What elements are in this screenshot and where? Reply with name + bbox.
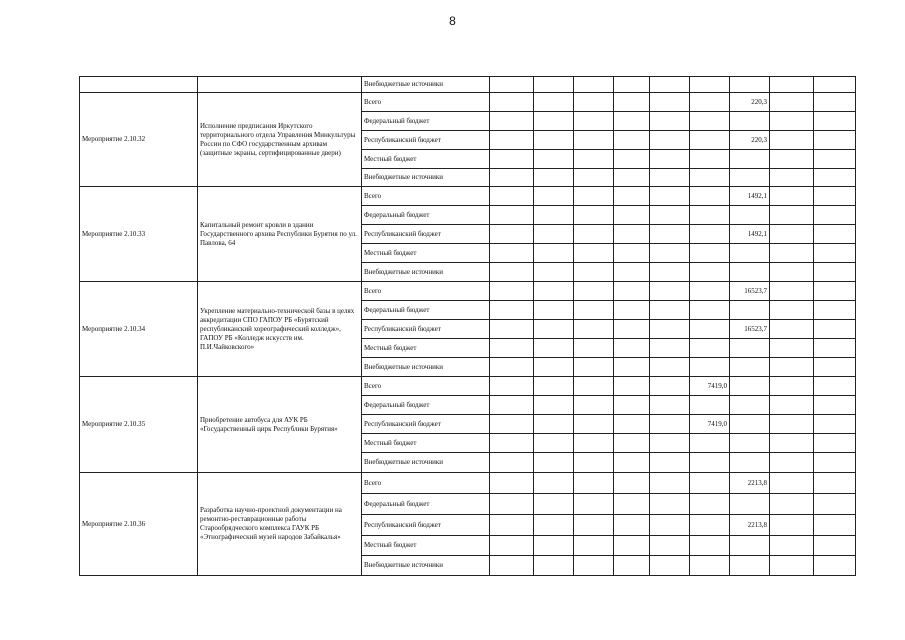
measure-label: Мероприятие 2.10.35 (80, 377, 198, 473)
source-cell: Местный бюджет (362, 244, 490, 263)
value-cell (574, 339, 614, 358)
value-cell (534, 396, 574, 415)
value-cell (730, 453, 770, 473)
value-cell (690, 93, 730, 112)
source-cell: Федеральный бюджет (362, 112, 490, 131)
value-cell (770, 206, 814, 225)
value-cell (490, 112, 534, 131)
value-cell (770, 339, 814, 358)
value-cell (614, 282, 650, 301)
value-cell (770, 282, 814, 301)
value-cell (614, 150, 650, 169)
value-cell (814, 556, 856, 576)
value-cell (534, 339, 574, 358)
value-cell (614, 112, 650, 131)
value-cell (650, 515, 690, 536)
value-cell (490, 396, 534, 415)
value-cell (534, 244, 574, 263)
value-cell (614, 358, 650, 377)
value-cell (814, 282, 856, 301)
source-cell: Местный бюджет (362, 150, 490, 169)
value-cell (614, 377, 650, 396)
table-row (80, 377, 856, 396)
value-cell (614, 225, 650, 244)
measure-description: Капитальный ремонт кровли в здании Государственного архива Республики Бурятия по ул. Павлова, 64 (198, 187, 362, 282)
value-cell (534, 556, 574, 576)
value-cell (490, 206, 534, 225)
value-cell (534, 415, 574, 434)
value-cell (650, 453, 690, 473)
value-cell (730, 150, 770, 169)
value-cell (490, 494, 534, 515)
value-cell (574, 225, 614, 244)
value-cell (814, 93, 856, 112)
value-cell (730, 301, 770, 320)
value-cell (814, 187, 856, 206)
value-cell: 220,3 (730, 131, 770, 150)
value-cell (690, 396, 730, 415)
source-cell: Федеральный бюджет (362, 396, 490, 415)
value-cell (534, 536, 574, 556)
value-cell (814, 169, 856, 187)
value-cell (814, 131, 856, 150)
value-cell (770, 77, 814, 93)
value-cell (534, 206, 574, 225)
source-cell: Всего (362, 377, 490, 396)
value-cell (690, 556, 730, 576)
value-cell (490, 169, 534, 187)
value-cell (690, 473, 730, 494)
value-cell (650, 187, 690, 206)
value-cell (574, 169, 614, 187)
value-cell (574, 358, 614, 377)
source-cell: Внебюджетные источники (362, 77, 490, 93)
value-cell (814, 536, 856, 556)
value-cell (650, 244, 690, 263)
value-cell (770, 187, 814, 206)
value-cell (614, 93, 650, 112)
value-cell (690, 77, 730, 93)
value-cell (690, 112, 730, 131)
value-cell (490, 415, 534, 434)
value-cell (614, 206, 650, 225)
budget-table (79, 76, 856, 576)
value-cell: 16523,7 (730, 320, 770, 339)
value-cell (650, 301, 690, 320)
source-cell: Республиканский бюджет (362, 415, 490, 434)
value-cell (690, 206, 730, 225)
value-cell (770, 536, 814, 556)
page-number: 8 (449, 14, 456, 28)
source-cell: Республиканский бюджет (362, 515, 490, 536)
value-cell (650, 93, 690, 112)
source-cell: Местный бюджет (362, 536, 490, 556)
value-cell (574, 320, 614, 339)
value-cell (814, 434, 856, 453)
value-cell (490, 150, 534, 169)
measure-label: Мероприятие 2.10.34 (80, 282, 198, 377)
value-cell (770, 301, 814, 320)
value-cell (650, 494, 690, 515)
value-cell (574, 187, 614, 206)
value-cell (574, 377, 614, 396)
value-cell (730, 494, 770, 515)
source-cell: Местный бюджет (362, 339, 490, 358)
value-cell (814, 320, 856, 339)
value-cell (534, 377, 574, 396)
value-cell (730, 556, 770, 576)
value-cell (650, 434, 690, 453)
value-cell (534, 320, 574, 339)
value-cell (650, 263, 690, 282)
value-cell (690, 320, 730, 339)
value-cell (770, 473, 814, 494)
value-cell (814, 473, 856, 494)
value-cell (730, 112, 770, 131)
value-cell (770, 515, 814, 536)
value-cell (614, 77, 650, 93)
value-cell (730, 206, 770, 225)
value-cell (490, 473, 534, 494)
value-cell: 2213,8 (730, 515, 770, 536)
value-cell: 1492,1 (730, 187, 770, 206)
value-cell (770, 320, 814, 339)
value-cell (534, 169, 574, 187)
value-cell (534, 434, 574, 453)
table-row (80, 282, 856, 301)
value-cell (490, 339, 534, 358)
value-cell (534, 494, 574, 515)
value-cell (490, 377, 534, 396)
value-cell (690, 169, 730, 187)
value-cell (650, 225, 690, 244)
value-cell: 220,3 (730, 93, 770, 112)
value-cell (730, 358, 770, 377)
value-cell (650, 206, 690, 225)
value-cell (690, 131, 730, 150)
value-cell (770, 396, 814, 415)
source-cell: Внебюджетные источники (362, 358, 490, 377)
value-cell (574, 396, 614, 415)
value-cell (650, 339, 690, 358)
value-cell (534, 473, 574, 494)
value-cell (650, 415, 690, 434)
value-cell (534, 112, 574, 131)
value-cell (814, 225, 856, 244)
value-cell (614, 473, 650, 494)
value-cell (614, 301, 650, 320)
value-cell (574, 244, 614, 263)
measure-label: Мероприятие 2.10.36 (80, 473, 198, 576)
value-cell (534, 515, 574, 536)
value-cell (574, 301, 614, 320)
value-cell (770, 453, 814, 473)
value-cell (690, 339, 730, 358)
value-cell (490, 93, 534, 112)
value-cell (574, 150, 614, 169)
value-cell (690, 225, 730, 244)
value-cell (730, 77, 770, 93)
value-cell (574, 263, 614, 282)
value-cell (690, 187, 730, 206)
value-cell (534, 131, 574, 150)
value-cell (534, 301, 574, 320)
table-row (80, 77, 856, 93)
value-cell (490, 77, 534, 93)
value-cell (490, 536, 534, 556)
measure-label: Мероприятие 2.10.32 (80, 93, 198, 187)
value-cell (614, 536, 650, 556)
value-cell (490, 320, 534, 339)
value-cell (574, 112, 614, 131)
value-cell (814, 415, 856, 434)
measure-label: Мероприятие 2.10.33 (80, 187, 198, 282)
value-cell (690, 301, 730, 320)
source-cell: Всего (362, 93, 490, 112)
measure-description: Приобретение автобуса для АУК РБ «Государственный цирк Республики Бурятия» (198, 377, 362, 473)
value-cell (534, 77, 574, 93)
value-cell (650, 131, 690, 150)
source-cell: Республиканский бюджет (362, 225, 490, 244)
value-cell (574, 473, 614, 494)
value-cell (814, 377, 856, 396)
source-cell: Республиканский бюджет (362, 131, 490, 150)
value-cell (534, 187, 574, 206)
description-cell-empty (198, 77, 362, 93)
table-row (80, 473, 856, 494)
source-cell: Всего (362, 187, 490, 206)
measure-description: Исполнение предписания Иркутского территориального отдела Управления Минкультуры России по СФО государственным архивам (защитные экраны, сертифицированные двери) (198, 93, 362, 187)
value-cell (770, 112, 814, 131)
value-cell (574, 556, 614, 576)
value-cell (650, 77, 690, 93)
value-cell (690, 150, 730, 169)
value-cell (490, 434, 534, 453)
value-cell (490, 131, 534, 150)
value-cell (814, 150, 856, 169)
value-cell (534, 282, 574, 301)
value-cell (650, 150, 690, 169)
value-cell (614, 339, 650, 358)
value-cell (730, 339, 770, 358)
value-cell (730, 396, 770, 415)
value-cell (650, 377, 690, 396)
value-cell (770, 358, 814, 377)
value-cell (814, 358, 856, 377)
value-cell (690, 515, 730, 536)
value-cell (650, 358, 690, 377)
value-cell (614, 396, 650, 415)
value-cell (614, 187, 650, 206)
value-cell (814, 453, 856, 473)
value-cell (814, 494, 856, 515)
value-cell (574, 494, 614, 515)
value-cell (770, 434, 814, 453)
value-cell (614, 415, 650, 434)
source-cell: Федеральный бюджет (362, 301, 490, 320)
value-cell (574, 282, 614, 301)
value-cell (614, 494, 650, 515)
value-cell (490, 453, 534, 473)
value-cell (730, 377, 770, 396)
measure-description: Разработка научно-проектной документации на ремонтно-реставрационные работы Старообрядческого комплекса ГАУК РБ «Этнографический музей народов Забайкалья» (198, 473, 362, 576)
value-cell (814, 263, 856, 282)
value-cell (770, 494, 814, 515)
source-cell: Внебюджетные источники (362, 263, 490, 282)
table-body (80, 77, 856, 576)
value-cell (814, 112, 856, 131)
source-cell: Всего (362, 282, 490, 301)
value-cell (534, 453, 574, 473)
value-cell (490, 244, 534, 263)
value-cell: 16523,7 (730, 282, 770, 301)
value-cell (574, 206, 614, 225)
value-cell (690, 263, 730, 282)
value-cell (574, 434, 614, 453)
value-cell (650, 473, 690, 494)
source-cell: Внебюджетные источники (362, 556, 490, 576)
value-cell (770, 225, 814, 244)
value-cell: 1492,1 (730, 225, 770, 244)
value-cell (690, 536, 730, 556)
value-cell (730, 169, 770, 187)
measure-cell-empty (80, 77, 198, 93)
value-cell (770, 415, 814, 434)
value-cell (490, 556, 534, 576)
value-cell (534, 93, 574, 112)
value-cell (690, 282, 730, 301)
value-cell (650, 396, 690, 415)
value-cell (614, 244, 650, 263)
value-cell (650, 556, 690, 576)
value-cell (650, 169, 690, 187)
value-cell (574, 515, 614, 536)
value-cell (770, 377, 814, 396)
value-cell (814, 77, 856, 93)
value-cell (770, 131, 814, 150)
value-cell (770, 263, 814, 282)
source-cell: Внебюджетные источники (362, 453, 490, 473)
value-cell (690, 453, 730, 473)
value-cell (730, 434, 770, 453)
value-cell (770, 169, 814, 187)
value-cell (650, 536, 690, 556)
value-cell (770, 150, 814, 169)
value-cell (650, 112, 690, 131)
measure-description: Укрепление материально-технической базы в целях аккредитации СПО ГАПОУ РБ «Бурятский республиканский хореографический колледж», ГАПОУ РБ «Колледж искусств им. П.И.Чайковского» (198, 282, 362, 377)
value-cell (770, 93, 814, 112)
value-cell: 7419,0 (690, 415, 730, 434)
value-cell (574, 77, 614, 93)
value-cell (690, 244, 730, 263)
value-cell (730, 415, 770, 434)
table-row (80, 93, 856, 112)
source-cell: Республиканский бюджет (362, 320, 490, 339)
value-cell (690, 434, 730, 453)
value-cell (574, 415, 614, 434)
value-cell: 2213,8 (730, 473, 770, 494)
value-cell: 7419,0 (690, 377, 730, 396)
value-cell (534, 225, 574, 244)
value-cell (814, 244, 856, 263)
value-cell (614, 556, 650, 576)
value-cell (614, 515, 650, 536)
value-cell (690, 358, 730, 377)
value-cell (490, 263, 534, 282)
value-cell (574, 453, 614, 473)
value-cell (490, 225, 534, 244)
value-cell (730, 244, 770, 263)
value-cell (690, 494, 730, 515)
value-cell (490, 358, 534, 377)
value-cell (730, 263, 770, 282)
value-cell (814, 515, 856, 536)
value-cell (614, 169, 650, 187)
value-cell (534, 263, 574, 282)
value-cell (490, 282, 534, 301)
value-cell (614, 320, 650, 339)
value-cell (770, 556, 814, 576)
value-cell (730, 536, 770, 556)
table-row (80, 187, 856, 206)
value-cell (814, 339, 856, 358)
value-cell (534, 358, 574, 377)
value-cell (814, 206, 856, 225)
value-cell (614, 131, 650, 150)
value-cell (534, 150, 574, 169)
source-cell: Местный бюджет (362, 434, 490, 453)
value-cell (814, 301, 856, 320)
value-cell (574, 93, 614, 112)
value-cell (770, 244, 814, 263)
source-cell: Всего (362, 473, 490, 494)
value-cell (814, 396, 856, 415)
value-cell (574, 536, 614, 556)
value-cell (490, 187, 534, 206)
value-cell (614, 263, 650, 282)
value-cell (490, 301, 534, 320)
value-cell (614, 434, 650, 453)
source-cell: Федеральный бюджет (362, 206, 490, 225)
value-cell (614, 453, 650, 473)
value-cell (650, 320, 690, 339)
value-cell (490, 515, 534, 536)
value-cell (650, 282, 690, 301)
value-cell (574, 131, 614, 150)
source-cell: Внебюджетные источники (362, 169, 490, 187)
source-cell: Федеральный бюджет (362, 494, 490, 515)
